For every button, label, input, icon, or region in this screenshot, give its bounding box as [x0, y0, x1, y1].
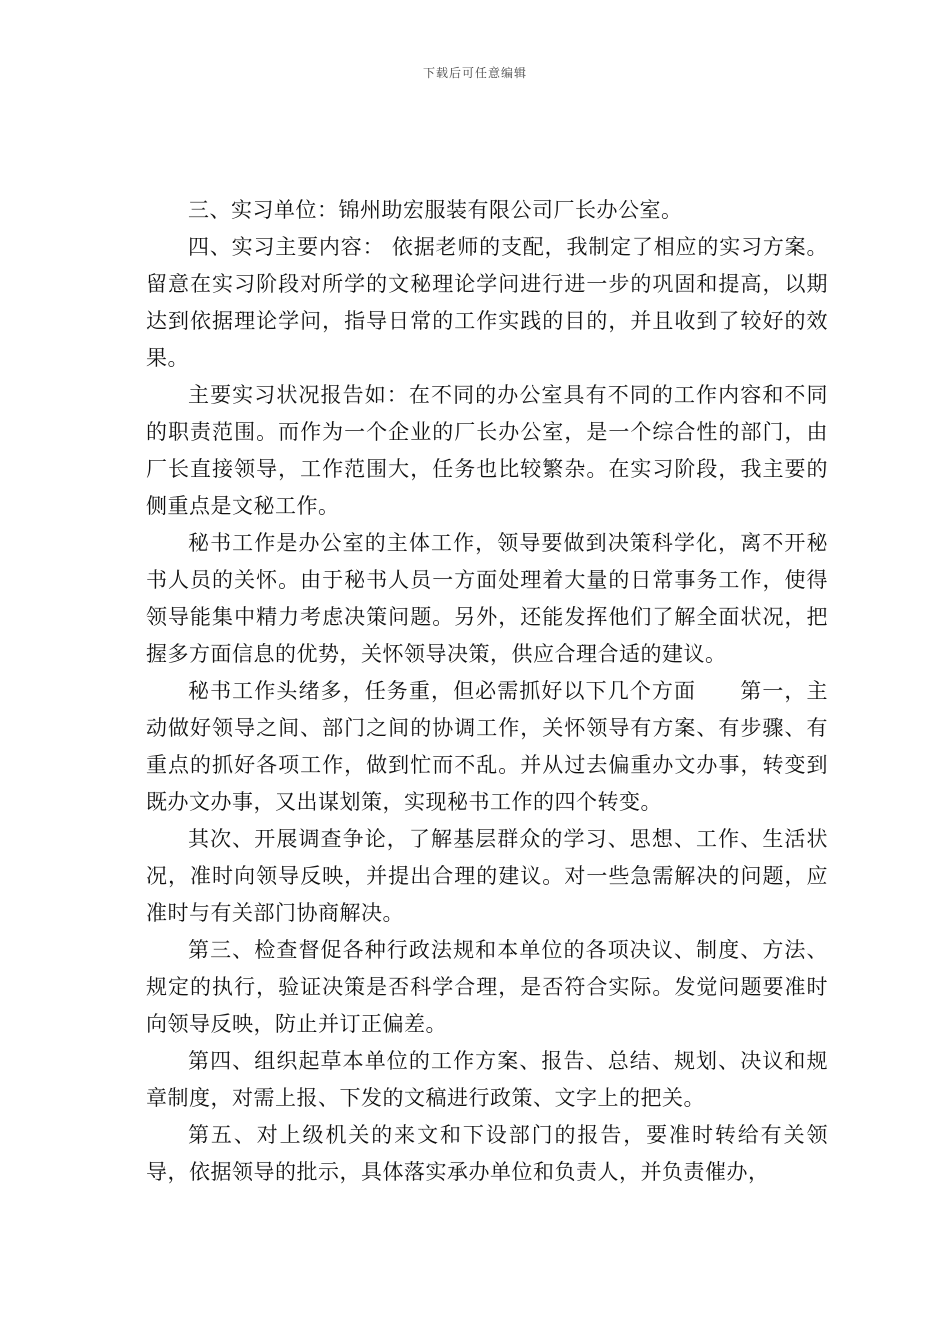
paragraph-main-report: 主要实习状况报告如：在不同的办公室具有不同的工作内容和不同的职责范围。而作为一个企业的厂长办公室，是一个综合性的部门，由厂长直接领导，工作范围大，任务也比较繁杂。在实习阶段，我主要的侧重点是文秘工作。	[146, 383, 828, 518]
paragraph-third-point: 第三、检查督促各种行政法规和本单位的各项决议、制度、方法、规定的执行，验证决策是否科学合理，是否符合实际。发觉问题要准时向领导反映，防止并订正偏差。	[146, 938, 828, 1036]
paragraph-second-point: 其次、开展调查争论，了解基层群众的学习、思想、工作、生活状况，准时向领导反映，并提出合理的建议。对一些急需解决的问题，应准时与有关部门协商解决。	[146, 827, 828, 925]
paragraph-fourth-point: 第四、组织起草本单位的工作方案、报告、总结、规划、决议和规章制度，对需上报、下发的文稿进行政策、文字上的把关。	[146, 1049, 828, 1110]
paragraph-fifth-point: 第五、对上级机关的来文和下设部门的报告，要准时转给有关领导，依据领导的批示，具体落实承办单位和负责人，并负责催办，	[146, 1123, 828, 1184]
paragraph-secretary-work: 秘书工作是办公室的主体工作，领导要做到决策科学化，离不开秘书人员的关怀。由于秘书人员一方面处理着大量的日常事务工作，使得领导能集中精力考虑决策问题。另外，还能发挥他们了解全面状况，把握多方面信息的优势，关怀领导决策，供应合理合适的建议。	[146, 531, 828, 666]
document-body	[146, 192, 828, 1191]
page-header-note: 下载后可任意编辑	[422, 66, 527, 80]
paragraph-first-point: 秘书工作头绪多，任务重，但必需抓好以下几个方面 第一，主动做好领导之间、部门之间的协调工作，关怀领导有方案、有步骤、有重点的抓好各项工作，做到忙而不乱。并从过去偏重办文办事，转变到既办文办事，又出谋划策，实现秘书工作的四个转变。	[146, 679, 828, 814]
paragraph-internship-content: 四、实习主要内容： 依据老师的支配，我制定了相应的实习方案。留意在实习阶段对所学的文秘理论学问进行进一步的巩固和提高，以期达到依据理论学问，指导日常的工作实践的目的，并且收到了较好的效果。	[146, 235, 828, 370]
paragraph-internship-unit: 三、实习单位：锦州助宏服装有限公司厂长办公室。	[188, 198, 683, 222]
